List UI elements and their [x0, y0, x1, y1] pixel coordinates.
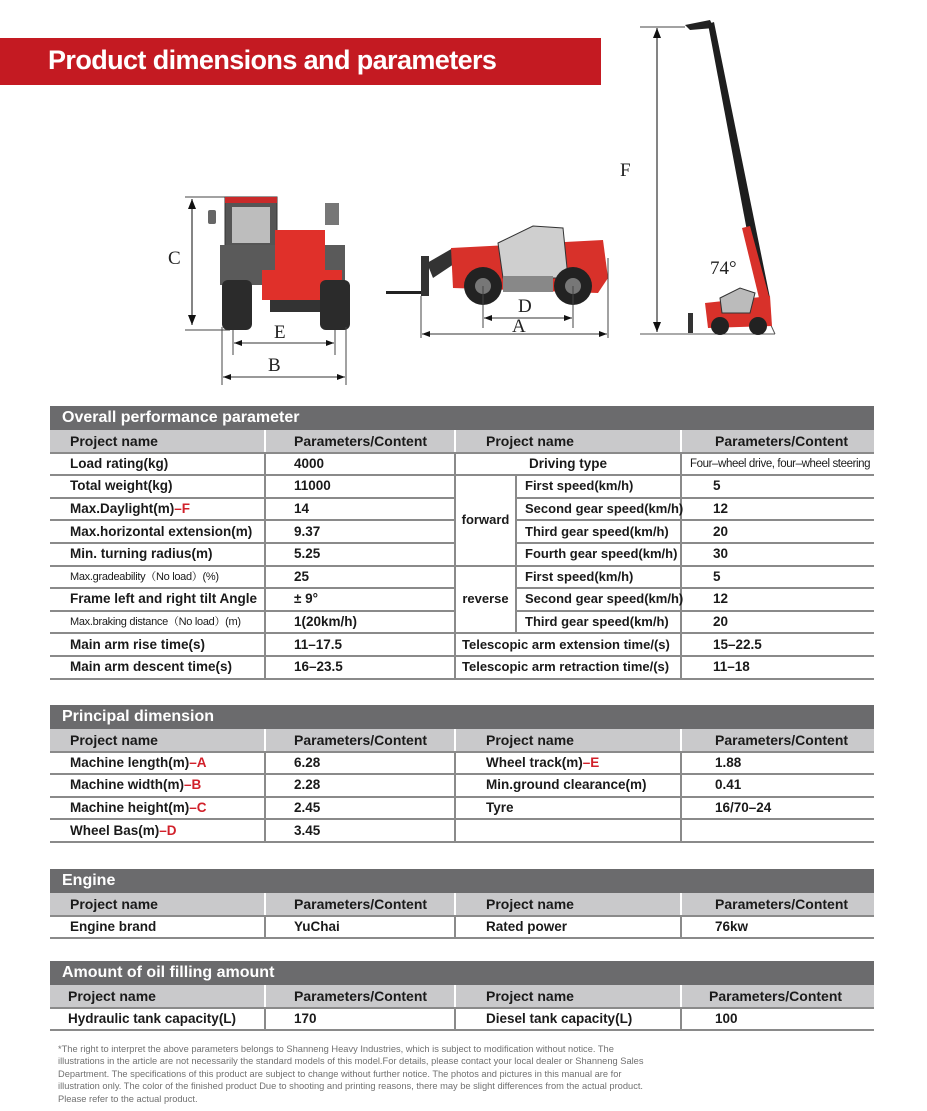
column-header: Parameters/Content [265, 893, 455, 916]
param-name: Load rating(kg) [50, 453, 265, 476]
column-header: Project name [50, 893, 265, 916]
column-header: Parameters/Content [265, 985, 455, 1008]
column-header: Project name [50, 985, 265, 1008]
param-name: Second gear speed(km/h) [516, 588, 681, 611]
param-value: 12 [681, 498, 874, 521]
param-name [455, 819, 681, 842]
table-row [50, 916, 874, 939]
param-name: Second gear speed(km/h) [516, 498, 681, 521]
param-name: Third gear speed(km/h) [516, 611, 681, 634]
param-value: Four–wheel drive, four–wheel steering [681, 453, 874, 476]
param-name: Min.ground clearance(m) [455, 774, 681, 797]
param-value: 12 [681, 588, 874, 611]
dim-label-b: B [268, 355, 281, 376]
column-header: Parameters/Content [265, 729, 455, 752]
table-row [50, 1008, 874, 1031]
section-title: Engine [50, 869, 874, 893]
dim-letter-e: –E [582, 754, 600, 770]
dim-letter-f: –F [174, 501, 191, 517]
reverse-group-label: reverse [455, 566, 516, 634]
param-value: 4000 [265, 453, 455, 476]
param-name: Machine height(m)–C [50, 797, 265, 820]
param-name: Max.braking distance（No load）(m) [50, 611, 265, 634]
param-value: 5 [681, 475, 874, 498]
table-row [50, 774, 874, 797]
overall-performance-section [50, 406, 874, 680]
column-header: Project name [50, 430, 265, 453]
param-value: 1(20km/h) [265, 611, 455, 634]
param-value: 20 [681, 611, 874, 634]
table-row [50, 475, 874, 498]
param-value: 5 [681, 566, 874, 589]
param-name: Machine length(m)–A [50, 752, 265, 775]
param-name: Max.horizontal extension(m) [50, 520, 265, 543]
param-value: 9.37 [265, 520, 455, 543]
oil-filling-table [50, 985, 874, 1031]
column-header: Project name [50, 729, 265, 752]
param-value: 11000 [265, 475, 455, 498]
column-header: Parameters/Content [681, 430, 874, 453]
dim-letter-a: –A [189, 754, 207, 770]
column-header: Parameters/Content [681, 985, 874, 1008]
param-value: 3.45 [265, 819, 455, 842]
page-title: Product dimensions and parameters [48, 45, 497, 75]
param-name: Main arm rise time(s) [50, 633, 265, 656]
param-value: 170 [265, 1008, 455, 1031]
param-name: First speed(km/h) [516, 566, 681, 589]
param-value: 1.88 [681, 752, 874, 775]
param-name: Engine brand [50, 916, 265, 939]
param-value: 11–18 [681, 656, 874, 679]
param-name: Hydraulic tank capacity(L) [50, 1008, 265, 1031]
section-title: Amount of oil filling amount [50, 961, 874, 985]
dim-label-a: A [512, 316, 526, 337]
principal-dimension-table [50, 729, 874, 843]
column-header: Parameters/Content [265, 430, 455, 453]
forward-group-label: forward [455, 475, 516, 565]
principal-dimension-section [50, 705, 874, 843]
table-header-row [50, 985, 874, 1008]
table-header-row [50, 729, 874, 752]
table-row [50, 797, 874, 820]
param-value: 25 [265, 566, 455, 589]
param-name: First speed(km/h) [516, 475, 681, 498]
table-row [50, 566, 874, 589]
param-name: Telescopic arm retraction time/(s) [455, 656, 681, 679]
param-value: 2.45 [265, 797, 455, 820]
param-value: 2.28 [265, 774, 455, 797]
column-header: Parameters/Content [681, 729, 874, 752]
title-banner [0, 38, 601, 85]
param-value: 6.28 [265, 752, 455, 775]
column-header: Project name [455, 985, 681, 1008]
section-title: Principal dimension [50, 705, 874, 729]
disclaimer-footnote: *The right to interpret the above parameters belongs to Shanneng Heavy Industries, which is subject to modification without notice. The illustrations in the article are not necessarily the standard models of this model.For details, please contact your local dealer or Shanneng Sales Department. The specifications of this product are subject to change without further notice. The photos and pictures in this manual are for illustration only. The color of the finished product Due to shooting and printing reasons, there may be slight differences from the actual product. Please refer to the actual product. [58, 1044, 644, 1104]
table-row [50, 819, 874, 842]
param-name: Rated power [455, 916, 681, 939]
param-name: Total weight(kg) [50, 475, 265, 498]
table-header-row [50, 893, 874, 916]
param-name: Max.Daylight(m)–F [50, 498, 265, 521]
param-name: Machine width(m)–B [50, 774, 265, 797]
column-header: Project name [455, 729, 681, 752]
param-name: Third gear speed(km/h) [516, 520, 681, 543]
table-header-row [50, 430, 874, 453]
section-title: Overall performance parameter [50, 406, 874, 430]
engine-section [50, 869, 874, 939]
param-value: ± 9° [265, 588, 455, 611]
engine-table [50, 893, 874, 939]
table-row [50, 752, 874, 775]
oil-filling-section [50, 961, 874, 1031]
dim-label-f: F [620, 160, 631, 181]
param-value: 30 [681, 543, 874, 566]
param-name: Tyre [455, 797, 681, 820]
param-name: Driving type [455, 453, 681, 476]
table-row [50, 633, 874, 656]
dim-label-e: E [274, 322, 286, 343]
column-header: Project name [455, 430, 681, 453]
dim-label-d: D [518, 296, 532, 317]
param-value: 20 [681, 520, 874, 543]
param-value: 11–17.5 [265, 633, 455, 656]
param-name: Min. turning radius(m) [50, 543, 265, 566]
table-row [50, 656, 874, 679]
overall-performance-table [50, 430, 874, 680]
param-value: 100 [681, 1008, 874, 1031]
param-value: 15–22.5 [681, 633, 874, 656]
param-value: 16–23.5 [265, 656, 455, 679]
column-header: Parameters/Content [681, 893, 874, 916]
param-value [681, 819, 874, 842]
param-value: 0.41 [681, 774, 874, 797]
param-value: 14 [265, 498, 455, 521]
side-view-diagram [383, 218, 623, 338]
extended-boom-diagram [630, 8, 780, 338]
param-value: YuChai [265, 916, 455, 939]
param-value: 16/70–24 [681, 797, 874, 820]
dim-letter-b: –B [184, 777, 202, 793]
param-name: Wheel track(m)–E [455, 752, 681, 775]
param-name: Telescopic arm extension time/(s) [455, 633, 681, 656]
dim-letter-d: –D [159, 822, 177, 838]
param-value: 76kw [681, 916, 874, 939]
param-value: 5.25 [265, 543, 455, 566]
column-header: Project name [455, 893, 681, 916]
param-name: Max.gradeability（No load）(%) [50, 566, 265, 589]
param-name: Wheel Bas(m)–D [50, 819, 265, 842]
param-name: Main arm descent time(s) [50, 656, 265, 679]
dim-label-c: C [168, 248, 181, 269]
param-name: Diesel tank capacity(L) [455, 1008, 681, 1031]
table-row [50, 453, 874, 476]
front-view-diagram [160, 185, 360, 390]
param-name: Frame left and right tilt Angle [50, 588, 265, 611]
boom-angle-label: 74° [710, 258, 737, 279]
param-name: Fourth gear speed(km/h) [516, 543, 681, 566]
dim-letter-c: –C [189, 800, 207, 816]
